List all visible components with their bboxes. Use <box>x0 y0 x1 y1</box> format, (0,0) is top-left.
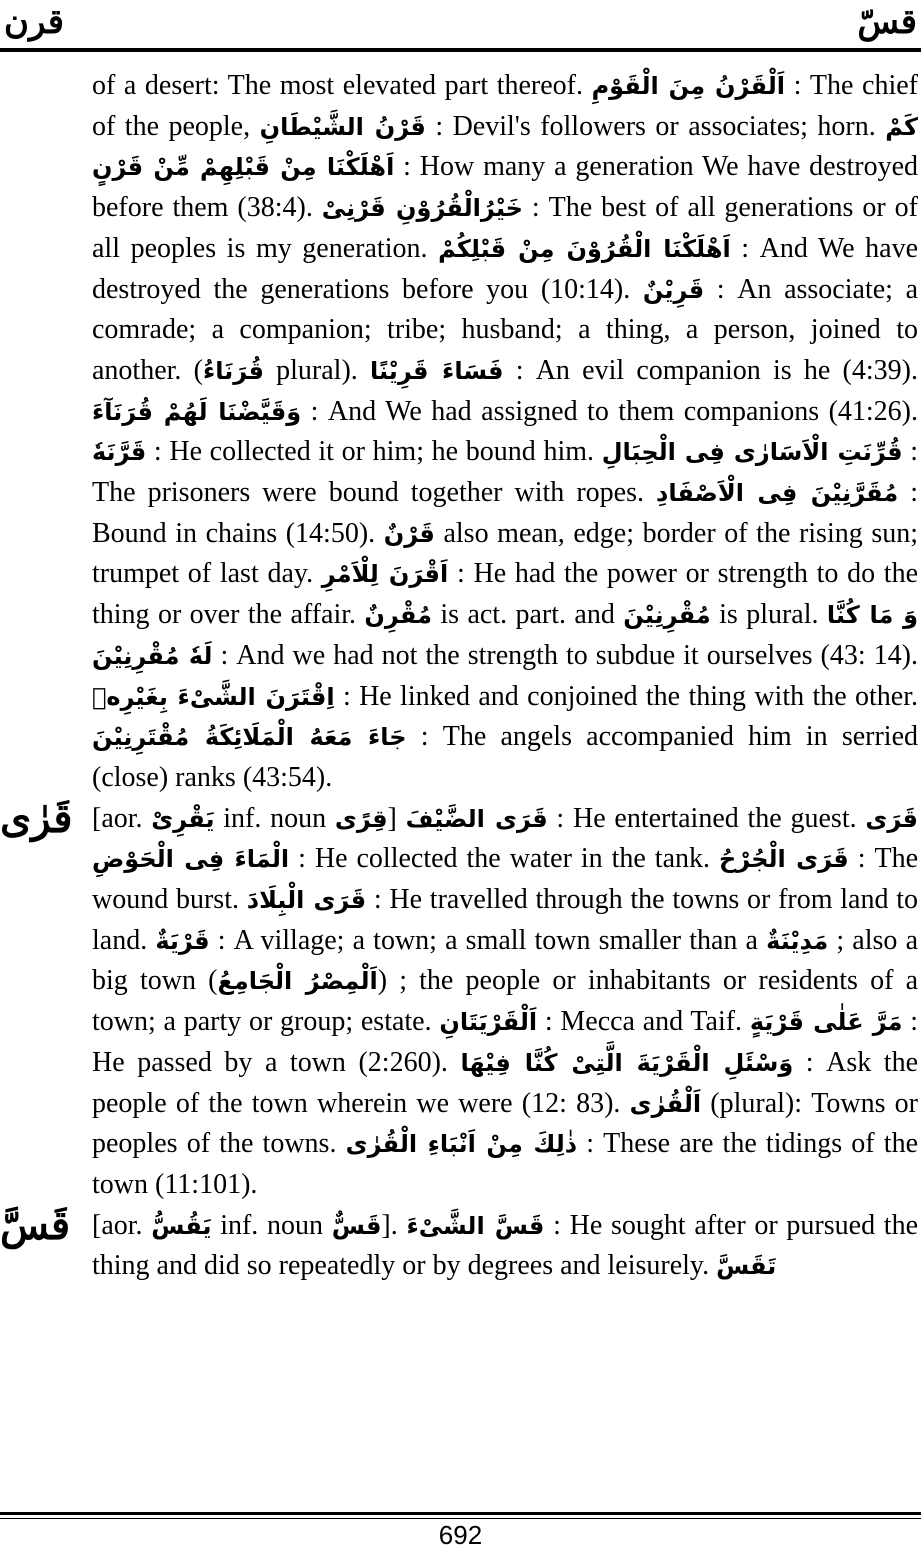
text-run: inf. noun <box>214 802 335 834</box>
entry-qrn-continued <box>92 66 918 799</box>
arabic-phrase: قَرَی الضَّيْفَ <box>405 804 548 833</box>
arabic-phrase: فَسَاءَ قَرِيْنًا <box>370 356 504 385</box>
arabic-phrase: مُقْرِنِيْنَ <box>623 601 711 630</box>
text-run: : He passed by a town (2:260). <box>92 1006 919 1078</box>
arabic-phrase: يَقُسُّ <box>151 1211 212 1240</box>
arabic-phrase: قَرَی الْبِلَادَ <box>246 886 367 915</box>
arabic-phrase: قَرْنُ الشَّيْطَانِ <box>259 112 426 141</box>
arabic-phrase: قَرْيَةٌ <box>155 926 210 955</box>
entry-qass <box>0 1202 919 1287</box>
text-run: : The chief of the people, <box>92 70 918 142</box>
arabic-phrase: خَيْرُالْقُرُوْنِ قَرْنِیْ <box>321 194 523 223</box>
text-run: : He entertained the guest. <box>547 802 866 834</box>
arabic-phrase: قَرَی الْمَاءَ فِی الْحَوْضِ <box>92 804 918 874</box>
arabic-phrase: قَرْنٌ <box>383 519 435 548</box>
text-run: : He linked and conjoined the thing with the other. <box>334 680 918 712</box>
arabic-phrase: قُرِّنَتِ الْاَسَارٰی فِی الْحِبَالِ <box>601 438 903 467</box>
text-run: : And We have destroyed the generations before you (10:14). <box>92 232 918 305</box>
text-run: plural). <box>263 354 370 386</box>
arabic-phrase: مَرَّ عَلٰی قَرْيَةٍ <box>749 1008 903 1037</box>
text-run: : An associate; a comrade; a companion; tribe; husband; a thing, a person, joined to another. ( <box>92 273 918 386</box>
text-run: : Ask the people of the town wherein we were (12: 83). <box>92 1046 918 1119</box>
text-run: (plural): Towns or peoples of the towns. <box>92 1087 919 1160</box>
text-run: : Bound in chains (14:50). <box>92 477 919 549</box>
entry-headword: قَسَّ <box>0 1202 71 1248</box>
arabic-phrase: مَدِيْنَةٌ <box>766 926 829 955</box>
text-run: : How many a generation We have destroyed before them (38:4). <box>92 151 918 224</box>
arabic-phrase: اَلْقُرٰی <box>629 1089 702 1118</box>
text-run: : He collected the water in the tank. <box>289 843 719 875</box>
text-run: : He travelled through the towns or from land to land. <box>92 884 918 956</box>
text-run: : The angels accompanied him in serried (close) ranks (43:54). <box>92 721 918 793</box>
arabic-phrase: قَرِيْنٌ <box>642 275 705 304</box>
text-run: ) ; the people or inhabitants or residents of a town; a party or group; estate. <box>92 965 919 1038</box>
arabic-phrase: قَرَّنَهٗ <box>92 438 147 467</box>
entry-text <box>92 1206 918 1287</box>
arabic-phrase: قَرَی الْجُرْحُ <box>719 845 849 874</box>
text-run: of a desert: The most elevated part thereof. <box>92 70 592 101</box>
text-run: : Devil's followers or associates; horn. <box>425 110 886 142</box>
arabic-phrase: كَمْ اَهْلَكْنَا مِنْ قَبْلِهِمْ مِّنْ قَرْنٍ <box>92 112 918 182</box>
text-run: is plural. <box>710 599 827 631</box>
arabic-phrase: وَسْئَلِ الْقَرْيَةَ الَّتِیْ كُنَّا فِيْهَا <box>460 1048 794 1077</box>
arabic-phrase: اَلْقَرْنُ مِنَ الْقَوْمِ <box>591 72 785 100</box>
arabic-phrase: اَهْلَكْنَا الْقُرُوْنَ مِنْ قَبْلِكُمْ <box>438 234 731 263</box>
header-left-word: قرن <box>4 4 64 41</box>
text-run: is act. part. and <box>431 599 624 631</box>
header-right-word: قسّ <box>857 4 917 41</box>
text-run: [aor. <box>92 802 152 834</box>
arabic-phrase: تَقَسَّ <box>716 1252 777 1281</box>
text-run: ; also a big town ( <box>92 924 918 997</box>
text-run: : The wound burst. <box>92 843 918 916</box>
arabic-phrase: اَلْقَرْيَتَانِ <box>439 1008 538 1037</box>
arabic-phrase: يَقْرِیْ <box>151 804 215 833</box>
text-run: ] <box>387 802 406 834</box>
arabic-phrase: قَسَّ الشَّیْءَ <box>406 1211 545 1240</box>
arabic-phrase: جَاءَ مَعَهُ الْمَلَائِكَةُ مُقْتَرِنِيْنَ <box>92 723 407 752</box>
text-run: : He collected it or him; he bound him. <box>146 436 602 468</box>
text-run: : A village; a town; a small town smaller than a <box>209 924 767 956</box>
arabic-phrase: مُقْرِنٌ <box>364 601 432 630</box>
arabic-phrase: مُقَرَّنِيْنَ فِی الْاَصْفَادِ <box>656 479 899 508</box>
arabic-phrase: قِرًی <box>334 804 388 833</box>
entry-text <box>92 66 918 799</box>
text-run: : And We had assigned to them companions (41:26). <box>301 395 919 427</box>
text-run: : An evil companion is he (4:39). <box>503 354 918 386</box>
arabic-phrase: اِقْتَرَنَ الشَّیْءَ بِغَيْرِهٖ <box>92 682 335 711</box>
arabic-phrase: وَقَيَّضْنَا لَهُمْ قُرَنَآءَ <box>92 397 302 426</box>
text-run: inf. noun <box>211 1209 332 1241</box>
text-run: : Mecca and Taif. <box>537 1006 750 1038</box>
arabic-phrase: اَلْمِصْرُ الْجَامِعُ <box>217 967 378 996</box>
entry-qara <box>0 795 919 1206</box>
running-header <box>0 0 921 55</box>
arabic-phrase: وَ مَا كُنَّا لَهٗ مُقْرِنِيْنَ <box>92 601 918 670</box>
dictionary-body <box>0 66 919 1287</box>
text-run: : He had the power or strength to do the thing or over the affair. <box>92 558 919 631</box>
arabic-phrase: قَسٌّ <box>331 1211 382 1240</box>
arabic-phrase: اَقْرَنَ لِلْاَمْرِ <box>321 560 449 589</box>
text-run: [aor. <box>92 1209 152 1241</box>
entry-text <box>92 799 918 1206</box>
entry-headword: قَرٰی <box>0 795 73 841</box>
arabic-phrase: قُرَنَاءُ <box>202 356 264 385</box>
text-run: also mean, edge; border of the rising sun; trumpet of last day. <box>92 517 918 590</box>
footer-rule <box>0 1512 921 1515</box>
page-number: 692 <box>438 1520 483 1550</box>
footer-rule-thin <box>0 1518 921 1519</box>
text-run: : These are the tidings of the town (11:101). <box>92 1128 919 1200</box>
text-run: : He sought after or pursued the thing and did so repeatedly or by degrees and leisurely. <box>92 1209 919 1282</box>
text-run: ]. <box>381 1209 407 1241</box>
arabic-phrase: ذٰلِكَ مِنْ اَنْبَاءِ الْقُرٰی <box>345 1130 578 1159</box>
header-rule <box>0 48 921 52</box>
text-run: : And we had not the strength to subdue it ourselves (43: 14). <box>212 639 918 671</box>
text-run: : The prisoners were bound together with ropes. <box>92 436 919 509</box>
text-run: : The best of all generations or of all peoples is my generation. <box>92 192 919 264</box>
